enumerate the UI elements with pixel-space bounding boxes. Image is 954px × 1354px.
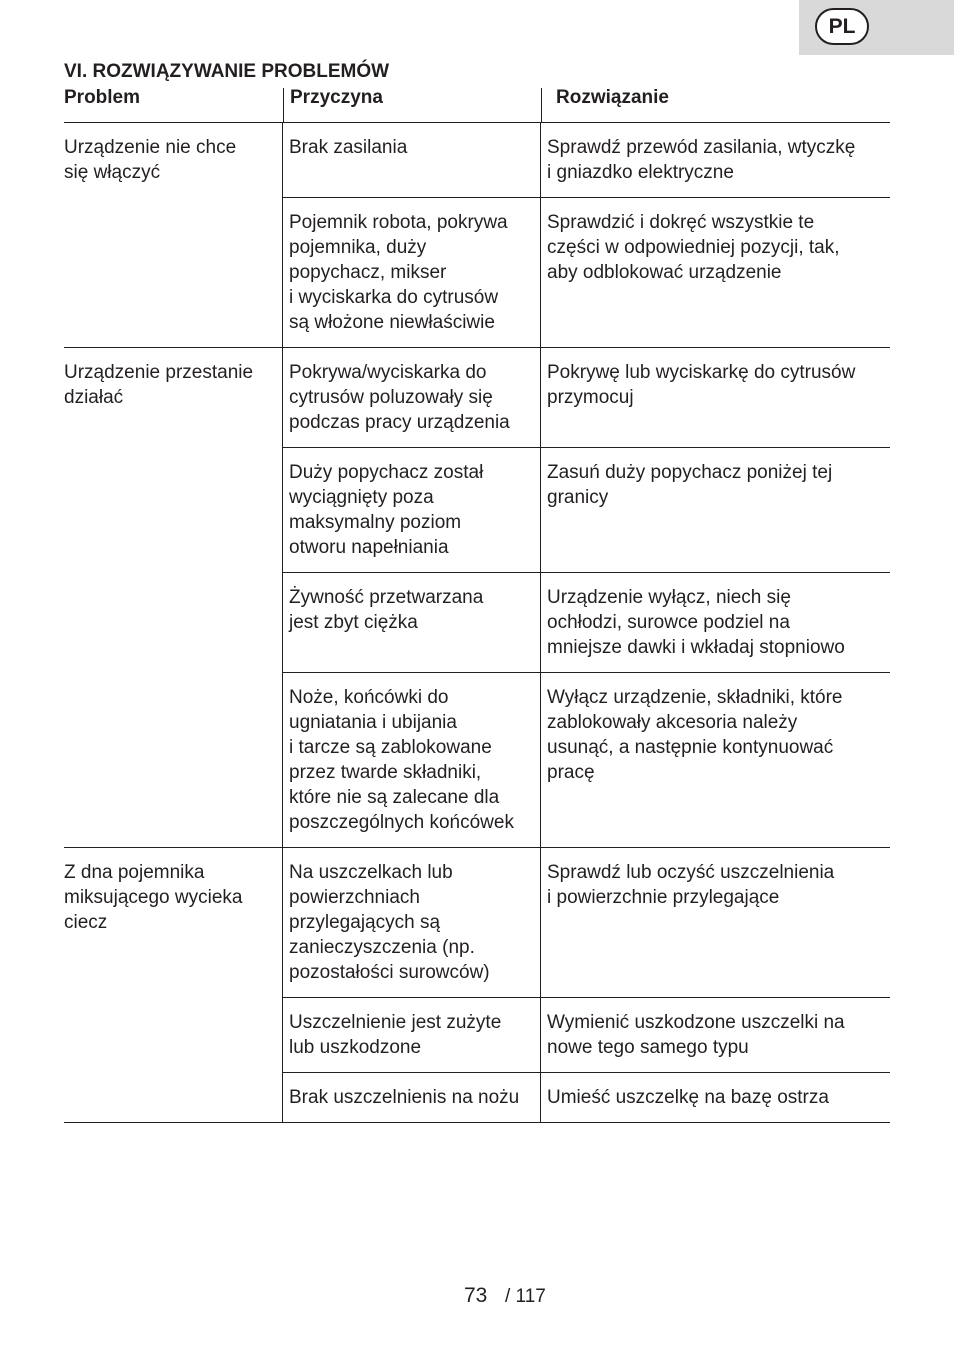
text-line: Uszczelnienie jest zużyte: [289, 1012, 502, 1033]
text-line: nowe tego samego typu: [547, 1037, 749, 1058]
solution-cell: [541, 573, 890, 672]
text-line: i gniazdko elektryczne: [547, 162, 734, 183]
text-line: i tarcze są zablokowane: [289, 737, 492, 758]
text-line: Brak uszczelnienis na nożu: [289, 1087, 520, 1108]
text-line: usunąć, a następnie kontynuować: [547, 737, 834, 758]
text-line: Urządzenie nie chce: [64, 137, 237, 158]
text-line: granicy: [547, 487, 609, 508]
text-line: Wymienić uszkodzone uszczelki na: [547, 1012, 845, 1033]
text-line: Brak zasilania: [289, 137, 408, 158]
text-line: mniejsze dawki i wkładaj stopniowo: [547, 637, 845, 658]
text-line: przez twarde składniki,: [289, 762, 482, 783]
text-line: Sprawdź przewód zasilania, wtyczkę: [547, 137, 856, 158]
text-line: wyciągnięty poza: [289, 487, 434, 508]
text-line: powierzchniach: [289, 887, 420, 908]
text-line: ugniatania i ubijania: [289, 712, 457, 733]
cause-cell: [283, 1073, 541, 1122]
cause-cell: [283, 998, 541, 1072]
text-line: Pokrywa/wyciskarka do: [289, 362, 487, 383]
problem-group: [64, 123, 890, 348]
language-badge: PL: [815, 8, 869, 45]
text-line: przylegających są: [289, 912, 441, 933]
problem-group: [64, 348, 890, 848]
cause-cell: [283, 673, 541, 847]
text-line: Noże, końcówki do: [289, 687, 449, 708]
text-line: się włączyć: [64, 162, 161, 183]
text-line: lub uszkodzone: [289, 1037, 422, 1058]
cause-cell: [283, 348, 541, 447]
table-row: [283, 198, 890, 347]
table-row: [283, 123, 890, 198]
solution-cell: [541, 348, 890, 447]
text-line: i powierzchnie przylegające: [547, 887, 780, 908]
text-line: pozostałości surowców): [289, 962, 490, 983]
table-row: [283, 848, 890, 998]
text-line: poszczególnych końcówek: [289, 812, 514, 833]
text-line: ciecz: [64, 912, 108, 933]
text-line: Umieść uszczelkę na bazę ostrza: [547, 1087, 829, 1108]
page-number: 73: [464, 1284, 488, 1307]
text-line: zanieczyszczenia (np.: [289, 937, 475, 958]
text-line: Sprawdź lub oczyść uszczelnienia: [547, 862, 835, 883]
text-line: maksymalny poziom: [289, 512, 462, 533]
text-line: jest zbyt ciężka: [289, 612, 418, 633]
text-line: Wyłącz urządzenie, składniki, które: [547, 687, 843, 708]
table-row: [283, 998, 890, 1073]
page-total: / 117: [505, 1286, 546, 1307]
text-line: Pojemnik robota, pokrywa: [289, 212, 508, 233]
text-line: części w odpowiedniej pozycji, tak,: [547, 237, 840, 258]
solution-cell: [541, 1073, 890, 1122]
language-tab: [799, 0, 954, 55]
text-line: i wyciskarka do cytrusów: [289, 287, 499, 308]
text-line: pracę: [547, 762, 595, 783]
text-line: pojemnika, duży: [289, 237, 427, 258]
table-row: [283, 673, 890, 847]
text-line: przymocuj: [547, 387, 634, 408]
text-line: otworu napełniania: [289, 537, 449, 558]
table-row: [283, 573, 890, 673]
header-cause: Przyczyna: [290, 87, 383, 108]
text-line: podczas pracy urządzenia: [289, 412, 510, 433]
text-line: ochłodzi, surowce podziel na: [547, 612, 790, 633]
header-separator: [541, 88, 542, 122]
cause-cell: [283, 573, 541, 672]
solution-cell: [541, 998, 890, 1072]
text-line: Pokrywę lub wyciskarkę do cytrusów: [547, 362, 856, 383]
text-line: miksującego wycieka: [64, 887, 243, 908]
cause-cell: [283, 198, 541, 347]
cause-solution-rows: [283, 123, 890, 347]
cause-cell: [283, 848, 541, 997]
cause-solution-rows: [283, 348, 890, 847]
troubleshooting-table: [64, 122, 890, 1123]
problem-group: [64, 848, 890, 1123]
text-line: popychacz, mikser: [289, 262, 447, 283]
text-line: działać: [64, 387, 124, 408]
text-line: Duży popychacz został: [289, 462, 484, 483]
text-line: są włożone niewłaściwie: [289, 312, 495, 333]
cause-cell: [283, 123, 541, 197]
text-line: cytrusów poluzowały się: [289, 387, 493, 408]
text-line: Zasuń duży popychacz poniżej tej: [547, 462, 833, 483]
text-line: Sprawdzić i dokręć wszystkie te: [547, 212, 815, 233]
problem-cell: [64, 123, 283, 347]
table-row: [283, 1073, 890, 1122]
solution-cell: [541, 123, 890, 197]
solution-cell: [541, 673, 890, 847]
table-row: [283, 448, 890, 573]
cause-solution-rows: [283, 848, 890, 1122]
text-line: Urządzenie przestanie: [64, 362, 254, 383]
text-line: Żywność przetwarzana: [289, 587, 484, 608]
text-line: Z dna pojemnika: [64, 862, 205, 883]
solution-cell: [541, 448, 890, 572]
text-line: Na uszczelkach lub: [289, 862, 453, 883]
header-solution: Rozwiązanie: [556, 87, 669, 108]
text-line: zablokowały akcesoria należy: [547, 712, 798, 733]
solution-cell: [541, 198, 890, 347]
problem-cell: [64, 848, 283, 1122]
section-title: VI. ROZWIĄZYWANIE PROBLEMÓW: [64, 61, 390, 82]
text-line: które nie są zalecane dla: [289, 787, 500, 808]
header-problem: Problem: [64, 87, 141, 108]
solution-cell: [541, 848, 890, 997]
cause-cell: [283, 448, 541, 572]
problem-cell: [64, 348, 283, 847]
table-row: [283, 348, 890, 448]
text-line: aby odblokować urządzenie: [547, 262, 782, 283]
text-line: Urządzenie wyłącz, niech się: [547, 587, 791, 608]
header-separator: [283, 88, 284, 122]
